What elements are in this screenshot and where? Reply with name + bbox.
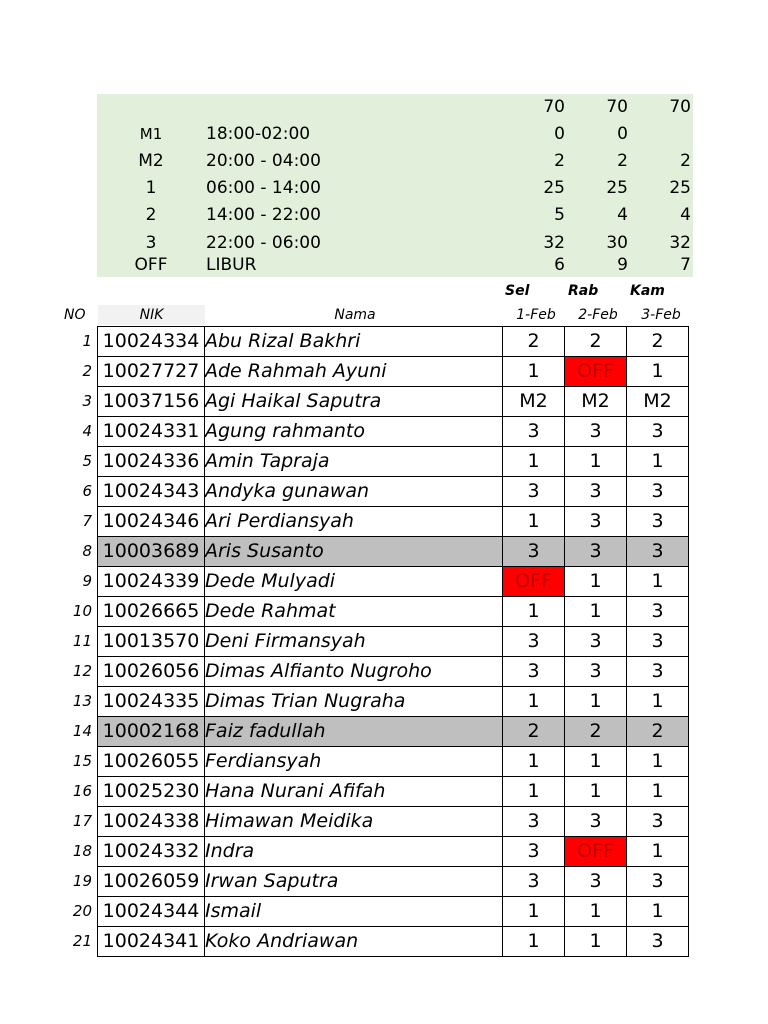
shift-count: 5	[554, 205, 565, 225]
shift-cell: 1	[565, 447, 627, 477]
shift-cell: 1	[627, 447, 689, 477]
shift-count: 32	[669, 233, 691, 253]
shift-cell: 3	[503, 807, 565, 837]
row-number: 10	[72, 602, 92, 620]
shift-cell: 1	[503, 687, 565, 717]
shift-cell: 3	[565, 627, 627, 657]
shift-time: 22:00 - 06:00	[206, 233, 321, 253]
column-header-no: NO	[64, 307, 86, 323]
summary-row	[97, 123, 693, 145]
summary-row	[97, 150, 693, 172]
table-row	[98, 567, 689, 597]
summary-row	[97, 177, 693, 199]
table-row	[98, 837, 689, 867]
shift-cell: 3	[627, 417, 689, 447]
shift-code: M1	[139, 125, 163, 143]
shift-cell: 1	[503, 927, 565, 957]
table-row	[98, 747, 689, 777]
shift-count: 0	[554, 124, 565, 144]
shift-code: OFF	[134, 255, 168, 275]
shift-count: 9	[617, 255, 628, 275]
shift-count: 4	[680, 205, 691, 225]
nik-cell: 10024335	[98, 687, 205, 717]
column-header-date-2: 2-Feb	[578, 307, 618, 323]
name-cell: Ferdiansyah	[205, 747, 503, 777]
table-row	[98, 357, 689, 387]
name-cell: Ade Rahmah Ayuni	[205, 357, 503, 387]
shift-time: 20:00 - 04:00	[206, 151, 321, 171]
row-number: 1	[82, 332, 92, 350]
shift-cell: 1	[503, 597, 565, 627]
name-cell: Faiz fadullah	[205, 717, 503, 747]
shift-count: 0	[617, 124, 628, 144]
table-row	[98, 867, 689, 897]
shift-count: 70	[669, 97, 691, 117]
shift-cell: 1	[627, 777, 689, 807]
shift-cell: M2	[627, 387, 689, 417]
row-number: 11	[72, 632, 92, 650]
nik-cell: 10025230	[98, 777, 205, 807]
row-number: 9	[82, 572, 92, 590]
table-row	[98, 387, 689, 417]
name-cell: Ari Perdiansyah	[205, 507, 503, 537]
row-number: 8	[82, 542, 92, 560]
shift-cell: 1	[503, 507, 565, 537]
row-number: 6	[82, 482, 92, 500]
shift-cell: M2	[565, 387, 627, 417]
shift-cell: 3	[627, 927, 689, 957]
shift-cell: 1	[503, 747, 565, 777]
shift-cell: 3	[503, 477, 565, 507]
row-number: 12	[72, 662, 92, 680]
shift-count: 4	[617, 205, 628, 225]
name-cell: Dimas Alfianto Nugroho	[205, 657, 503, 687]
shift-time: 18:00-02:00	[206, 124, 311, 144]
shift-count: 70	[606, 97, 628, 117]
row-number: 21	[72, 932, 92, 950]
row-number: 19	[72, 872, 92, 890]
shift-cell: 1	[503, 357, 565, 387]
name-cell: Dede Mulyadi	[205, 567, 503, 597]
shift-cell: OFF	[503, 567, 565, 597]
summary-row	[97, 96, 693, 118]
name-cell: Koko Andriawan	[205, 927, 503, 957]
shift-cell: 3	[565, 477, 627, 507]
shift-schedule-table	[97, 326, 689, 957]
row-number: 16	[72, 782, 92, 800]
day-label-1: Sel	[505, 283, 530, 299]
shift-cell: OFF	[565, 357, 627, 387]
shift-cell: 2	[503, 327, 565, 357]
shift-cell: 1	[565, 897, 627, 927]
shift-cell: 3	[503, 627, 565, 657]
shift-code: 1	[145, 178, 157, 198]
shift-cell: 1	[565, 567, 627, 597]
table-row	[98, 687, 689, 717]
shift-cell: 3	[565, 507, 627, 537]
shift-cell: 3	[503, 657, 565, 687]
shift-code: 3	[145, 233, 157, 253]
shift-time: 06:00 - 14:00	[206, 178, 321, 198]
nik-cell: 10024334	[98, 327, 205, 357]
nik-cell: 10024343	[98, 477, 205, 507]
row-number: 17	[72, 812, 92, 830]
shift-code: M2	[138, 151, 164, 171]
shift-cell: 2	[627, 717, 689, 747]
nik-cell: 10024346	[98, 507, 205, 537]
shift-cell: 1	[565, 777, 627, 807]
row-number: 15	[72, 752, 92, 770]
table-row	[98, 807, 689, 837]
shift-cell: 3	[503, 837, 565, 867]
name-cell: Andyka gunawan	[205, 477, 503, 507]
nik-cell: 10013570	[98, 627, 205, 657]
shift-code: 2	[145, 205, 157, 225]
shift-cell: OFF	[565, 837, 627, 867]
shift-cell: 3	[503, 867, 565, 897]
shift-cell: 1	[627, 897, 689, 927]
nik-cell: 10024339	[98, 567, 205, 597]
name-cell: Dede Rahmat	[205, 597, 503, 627]
nik-cell: 10026059	[98, 867, 205, 897]
shift-count: 2	[617, 151, 628, 171]
shift-count: 6	[554, 255, 565, 275]
row-number: 7	[82, 512, 92, 530]
nik-cell: 10024341	[98, 927, 205, 957]
table-row	[98, 597, 689, 627]
column-header-nama: Nama	[334, 307, 376, 323]
shift-summary-panel	[97, 94, 693, 277]
shift-cell: 1	[503, 897, 565, 927]
shift-cell: 1	[627, 837, 689, 867]
name-cell: Aris Susanto	[205, 537, 503, 567]
shift-count: 25	[543, 178, 565, 198]
row-number: 4	[82, 422, 92, 440]
table-row	[98, 777, 689, 807]
nik-cell: 10026055	[98, 747, 205, 777]
name-cell: Agi Haikal Saputra	[205, 387, 503, 417]
nik-cell: 10026056	[98, 657, 205, 687]
column-header-date-3: 3-Feb	[641, 307, 681, 323]
table-row	[98, 537, 689, 567]
name-cell: Deni Firmansyah	[205, 627, 503, 657]
shift-cell: 2	[503, 717, 565, 747]
shift-count: 30	[606, 233, 628, 253]
nik-cell: 10024336	[98, 447, 205, 477]
shift-cell: 2	[627, 327, 689, 357]
summary-row	[97, 204, 693, 226]
table-row	[98, 507, 689, 537]
nik-cell: 10002168	[98, 717, 205, 747]
shift-cell: 3	[627, 867, 689, 897]
shift-cell: 3	[627, 537, 689, 567]
shift-count: 2	[554, 151, 565, 171]
shift-count: 25	[669, 178, 691, 198]
nik-cell: 10024338	[98, 807, 205, 837]
shift-count: 25	[606, 178, 628, 198]
nik-cell: 10027727	[98, 357, 205, 387]
row-number: 14	[72, 722, 92, 740]
day-label-3: Kam	[630, 283, 665, 299]
row-number: 20	[72, 902, 92, 920]
shift-count: 32	[543, 233, 565, 253]
shift-cell: 2	[565, 327, 627, 357]
shift-cell: 3	[627, 507, 689, 537]
nik-cell: 10024344	[98, 897, 205, 927]
nik-cell: 10024332	[98, 837, 205, 867]
table-row	[98, 657, 689, 687]
shift-cell: 3	[627, 477, 689, 507]
shift-cell: 1	[627, 567, 689, 597]
name-cell: Indra	[205, 837, 503, 867]
column-header-nik: NIK	[98, 305, 205, 325]
shift-cell: 1	[503, 777, 565, 807]
shift-cell: 1	[565, 597, 627, 627]
row-number: 2	[82, 362, 92, 380]
row-number: 13	[72, 692, 92, 710]
nik-cell: 10037156	[98, 387, 205, 417]
summary-row	[97, 232, 693, 254]
shift-cell: M2	[503, 387, 565, 417]
name-cell: Himawan Meidika	[205, 807, 503, 837]
shift-cell: 3	[565, 867, 627, 897]
column-header-date-1: 1-Feb	[516, 307, 556, 323]
name-cell: Amin Tapraja	[205, 447, 503, 477]
shift-count: 7	[680, 255, 691, 275]
shift-cell: 3	[503, 537, 565, 567]
shift-cell: 1	[627, 747, 689, 777]
shift-cell: 3	[627, 597, 689, 627]
table-row	[98, 927, 689, 957]
name-cell: Abu Rizal Bakhri	[205, 327, 503, 357]
summary-row	[97, 254, 693, 276]
shift-cell: 3	[565, 657, 627, 687]
row-number: 18	[72, 842, 92, 860]
row-number: 3	[82, 392, 92, 410]
table-row	[98, 627, 689, 657]
name-cell: Irwan Saputra	[205, 867, 503, 897]
day-label-2: Rab	[568, 283, 599, 299]
shift-time: 14:00 - 22:00	[206, 205, 321, 225]
shift-cell: 3	[627, 657, 689, 687]
shift-cell: 1	[503, 447, 565, 477]
shift-cell: 3	[627, 627, 689, 657]
row-number: 5	[82, 452, 92, 470]
shift-cell: 1	[627, 687, 689, 717]
table-row	[98, 447, 689, 477]
shift-cell: 3	[565, 807, 627, 837]
shift-cell: 1	[565, 687, 627, 717]
shift-count: 2	[680, 151, 691, 171]
row-number-column	[64, 326, 92, 956]
shift-cell: 1	[627, 357, 689, 387]
table-row	[98, 717, 689, 747]
shift-cell: 1	[565, 927, 627, 957]
shift-cell: 3	[565, 417, 627, 447]
shift-cell: 3	[565, 537, 627, 567]
name-cell: Agung rahmanto	[205, 417, 503, 447]
shift-cell: 3	[503, 417, 565, 447]
shift-cell: 3	[627, 807, 689, 837]
name-cell: Dimas Trian Nugraha	[205, 687, 503, 717]
table-row	[98, 897, 689, 927]
shift-count: 70	[543, 97, 565, 117]
table-row	[98, 477, 689, 507]
nik-cell: 10024331	[98, 417, 205, 447]
shift-cell: 1	[565, 747, 627, 777]
nik-cell: 10026665	[98, 597, 205, 627]
table-row	[98, 327, 689, 357]
name-cell: Ismail	[205, 897, 503, 927]
table-row	[98, 417, 689, 447]
name-cell: Hana Nurani Afifah	[205, 777, 503, 807]
nik-cell: 10003689	[98, 537, 205, 567]
shift-time: LIBUR	[206, 255, 257, 275]
shift-cell: 2	[565, 717, 627, 747]
